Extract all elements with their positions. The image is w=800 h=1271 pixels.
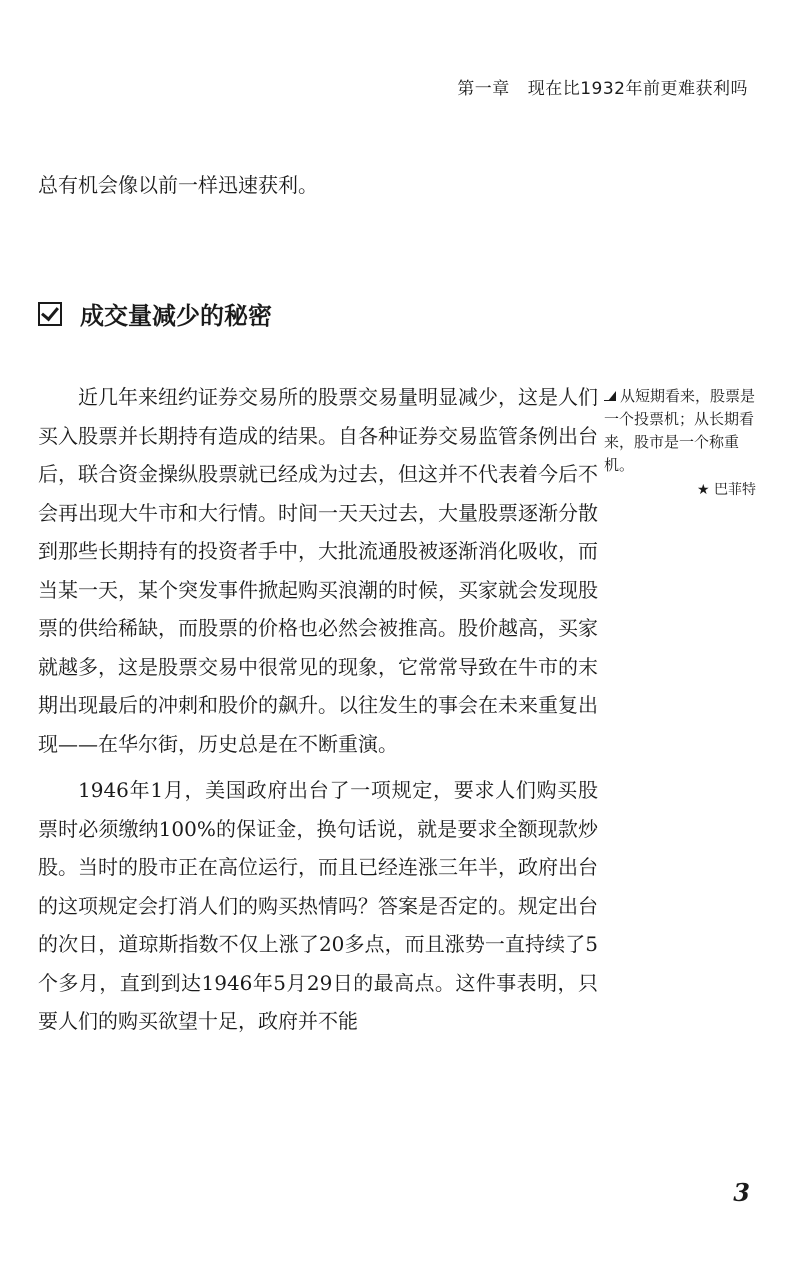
running-header — [457, 74, 748, 99]
section-heading — [38, 296, 272, 331]
section-heading-text: 成交量减少的秘密 — [80, 302, 272, 330]
checkbox-icon — [38, 302, 62, 326]
body-text — [38, 378, 598, 1049]
body-paragraph: 1946年1月，美国政府出台了一项规定，要求人们购买股票时必须缴纳100%的保证金，换句话说，就是要求全额现款炒股。当时的股市正在高位运行，而且已经连涨三年半，政府出台的这项规定会打消人们的购买热情吗？答案是否定的。规定出台的次日，道琼斯指数不仅上涨了20多点，而且涨势一直持续了5个多月，直到到达1946年5月29日的最高点。这件事表明，只要人们的购买欲望十足，政府并不能 — [38, 778, 598, 1033]
quote-mark-icon — [604, 389, 616, 401]
page-number: 3 — [733, 1178, 750, 1207]
chapter-title: 现在比1932年前更难获利吗 — [527, 79, 748, 99]
sidenote — [604, 385, 756, 502]
chapter-label: 第一章 — [457, 79, 510, 99]
body-paragraph: 近几年来纽约证券交易所的股票交易量明显减少，这是人们买入股票并长期持有造成的结果。自各种证券交易监管条例出台后，联合资金操纵股票就已经成为过去，但这并不代表着今后不会再出现大牛市和大行情。时间一天天过去，大量股票逐渐分散到那些长期持有的投资者手中，大批流通股被逐渐消化吸收，而当某一天，某个突发事件掀起购买浪潮的时候，买家就会发现股票的供给稀缺，而股票的价格也必然会被推高。股价越高，买家就越多，这是股票交易中很常见的现象，它常常导致在牛市的末期出现最后的冲刺和股价的飙升。以往发生的事会在未来重复出现——在华尔街，历史总是在不断重演。 — [38, 385, 598, 756]
sidenote-author: ★ 巴菲特 — [696, 482, 756, 498]
lead-paragraph: 总有机会像以前一样迅速获利。 — [38, 173, 318, 197]
sidenote-quote: 从短期看来，股票是一个投票机；从长期看来，股市是一个称重机。 — [604, 387, 756, 474]
